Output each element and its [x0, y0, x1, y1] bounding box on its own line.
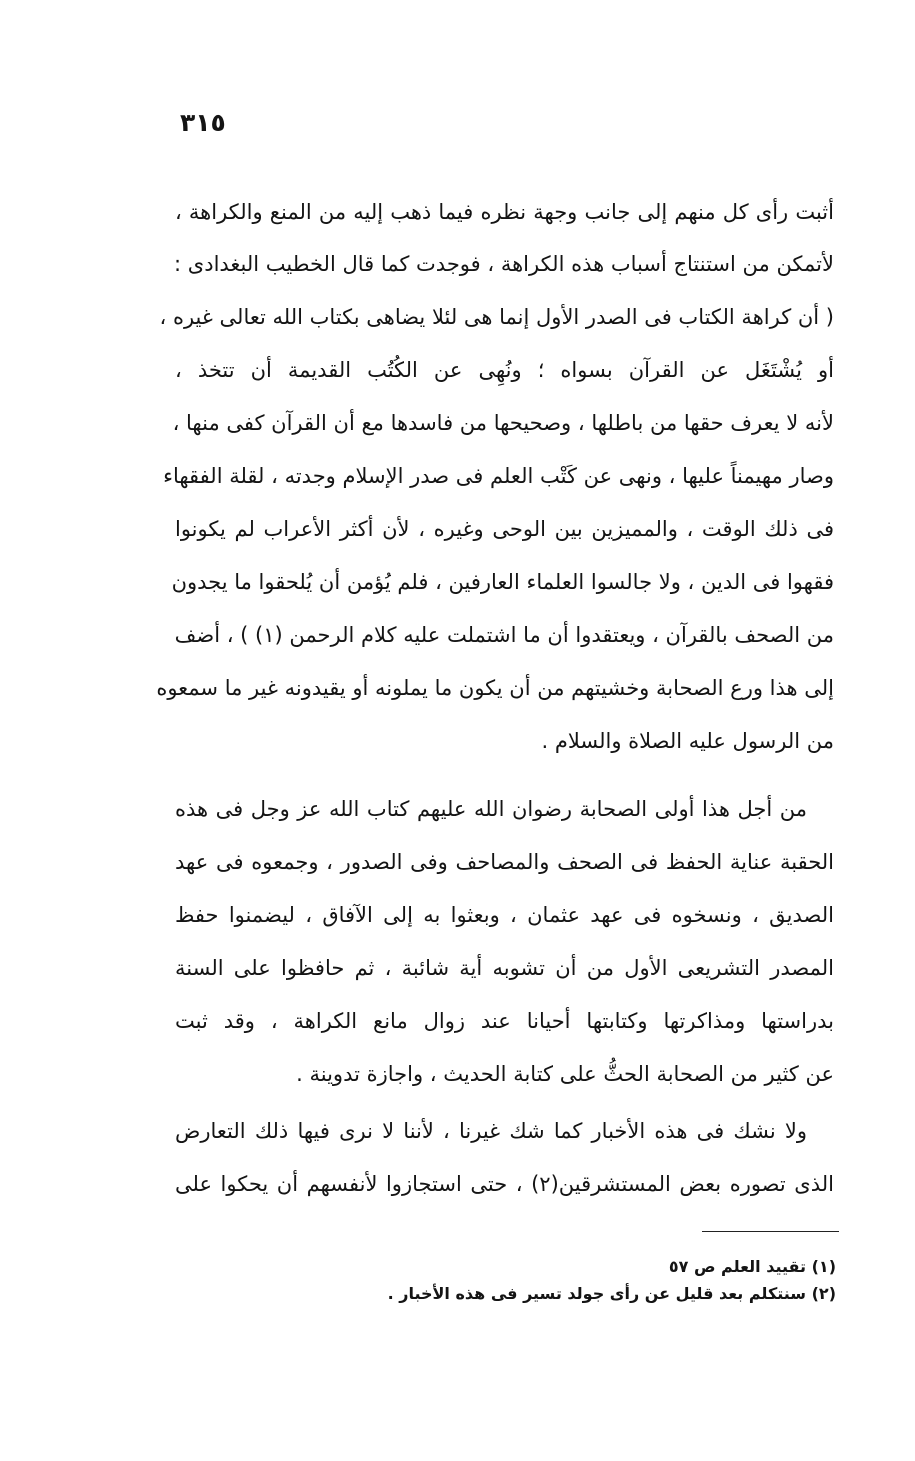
body-line: لأتمكن من استنتاج أسباب هذه الكراهة ، فوجدت كما قال الخطيب البغدادى :: [174, 252, 834, 276]
body-line: ( أن كراهة الكتاب فى الصدر الأول إنما هى لئلا يضاهى بكتاب الله تعالى غيره ،: [159, 305, 834, 329]
body-line: من الصحف بالقرآن ، ويعتقدوا أن ما اشتملت عليه كلام الرحمن (١) ) ، أضف: [174, 623, 834, 647]
page-number: ٣١٥: [180, 108, 226, 137]
footnote: (٢) سنتكلم بعد قليل عن رأى جولد تسير فى هذه الأخبار .: [387, 1284, 836, 1303]
body-line: المصدر التشريعى الأول من أن تشوبه أية شائبة ، ثم حافظوا على السنة: [175, 956, 834, 980]
body-line: الحقبة عناية الحفظ فى الصحف والمصاحف وفى الصدور ، وجمعوه فى عهد: [175, 850, 834, 874]
body-line: من أجل هذا أولى الصحابة رضوان الله عليهم كتاب الله عز وجل فى هذه: [175, 797, 807, 821]
body-line: فى ذلك الوقت ، والمميزين بين الوحى وغيره ، لأن أكثر الأعراب لم يكونوا: [175, 517, 834, 541]
body-line: إلى هذا ورع الصحابة وخشيتهم من أن يكون ما يملونه أو يقيدونه غير ما سمعوه: [156, 676, 834, 700]
body-line: الصديق ، ونسخوه فى عهد عثمان ، وبعثوا به إلى الآفاق ، ليضمنوا حفظ: [175, 903, 834, 927]
footnote-separator: [702, 1231, 839, 1232]
body-line: وصار مهيمناً عليها ، ونهى عن كَتْب العلم فى صدر الإسلام وجدته ، لقلة الفقهاء: [163, 464, 834, 488]
footnote: (١) تقييد العلم ص ٥٧: [668, 1257, 836, 1276]
body-line: بدراستها ومذاكرتها وكتابتها أحيانا عند زوال مانع الكراهة ، وقد ثبت: [175, 1009, 834, 1033]
body-line: من الرسول عليه الصلاة والسلام .: [541, 729, 834, 753]
body-line: الذى تصوره بعض المستشرقين(٢) ، حتى استجازوا لأنفسهم أن يحكوا على: [175, 1172, 834, 1196]
body-line: عن كثير من الصحابة الحثُّ على كتابة الحديث ، واجازة تدوينة .: [296, 1062, 834, 1086]
body-line: ولا نشك فى هذه الأخبار كما شك غيرنا ، لأننا لا نرى فيها ذلك التعارض: [175, 1119, 807, 1143]
body-line: لأنه لا يعرف حقها من باطلها ، وصحيحها من فاسدها مع أن القرآن كفى منها ،: [172, 411, 834, 435]
body-line: فقهوا فى الدين ، ولا جالسوا العلماء العارفين ، فلم يُؤمن أن يُلحقوا ما يجدون: [171, 570, 834, 594]
body-line: أو يُشْتَغَل عن القرآن بسواه ؛ ونُهِى عن الكُتُب القديمة أن تتخذ ،: [175, 358, 834, 382]
body-line: أثبت رأى كل منهم إلى جانب وجهة نظره فيما ذهب إليه من المنع والكراهة ،: [175, 200, 834, 224]
